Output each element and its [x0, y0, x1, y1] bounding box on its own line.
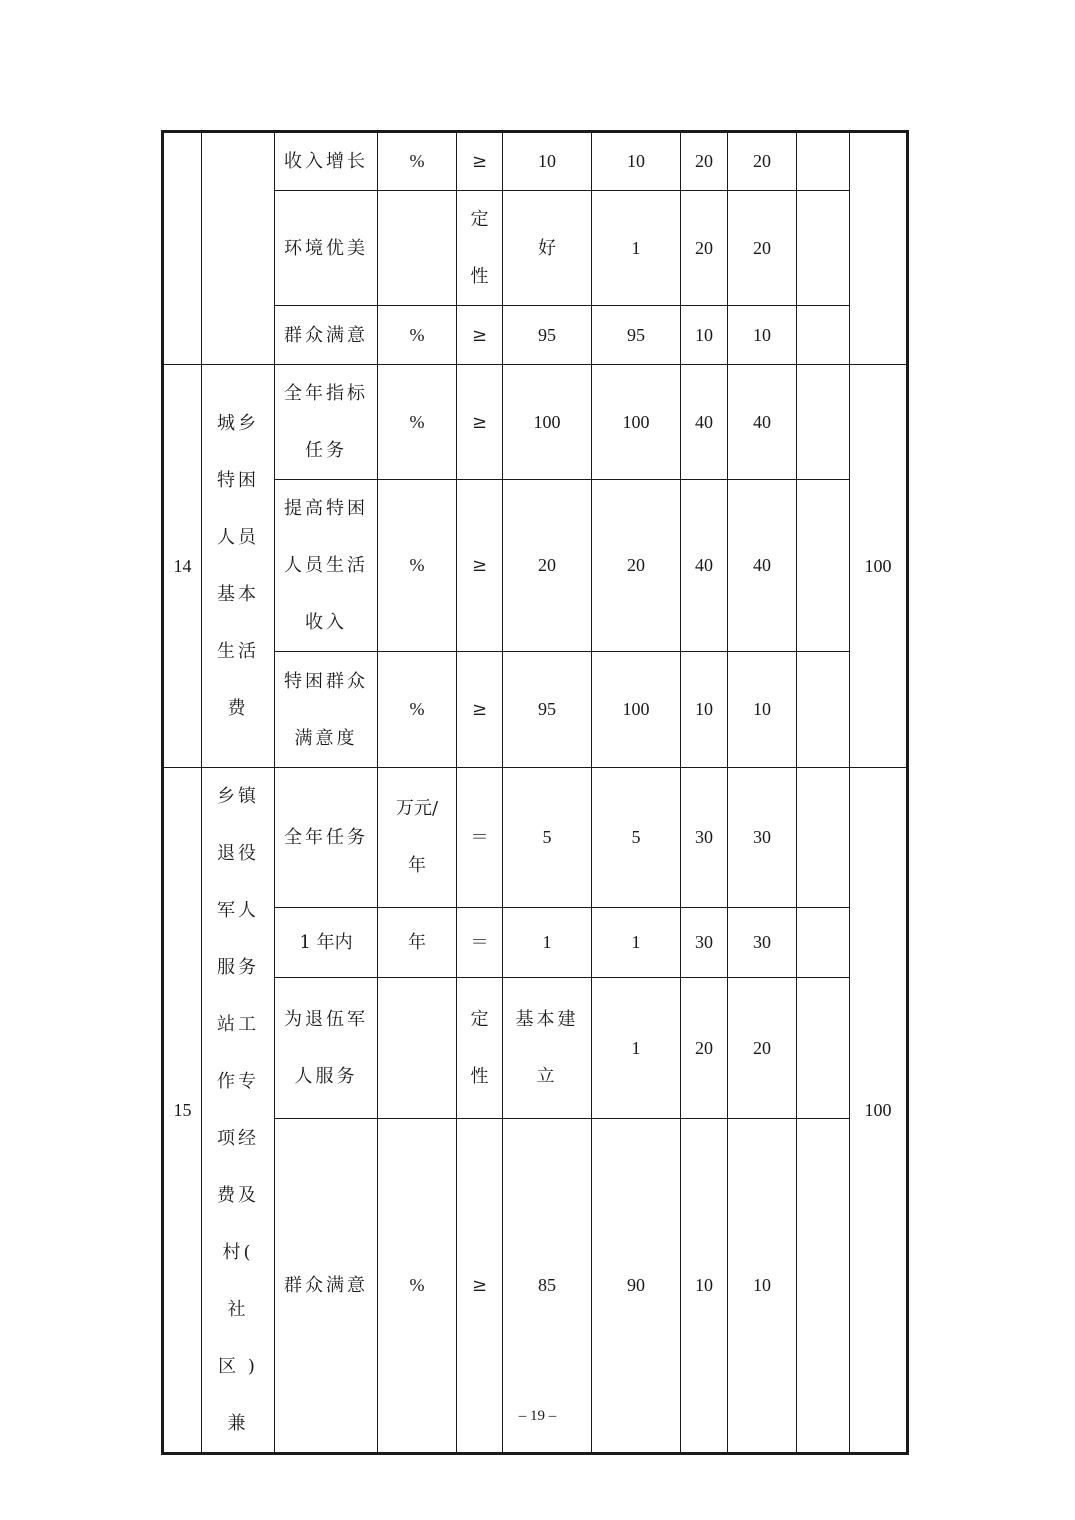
table-row [163, 978, 908, 1119]
actual-cell: 20 [592, 480, 681, 652]
project-name [202, 132, 275, 365]
score-cell: 20 [728, 191, 797, 306]
actual-cell: 90 [592, 1119, 681, 1454]
indicator-cell: 环境优美 [275, 191, 378, 306]
weight-cell: 20 [681, 978, 728, 1119]
operator-cell: ≥ [457, 652, 503, 768]
note-cell [797, 365, 850, 480]
performance-table [161, 130, 909, 1455]
actual-cell: 5 [592, 768, 681, 908]
note-cell [797, 191, 850, 306]
target-cell: 好 [503, 191, 592, 306]
target-cell: 85 [503, 1119, 592, 1454]
table-row [163, 652, 908, 768]
indicator-cell: 全年任务 [275, 768, 378, 908]
note-cell [797, 480, 850, 652]
score-cell: 40 [728, 365, 797, 480]
group-total: 100 [850, 768, 908, 1454]
operator-cell: ＝ [457, 907, 503, 978]
indicator-cell: 为退伍军 人服务 [275, 978, 378, 1119]
table-row [163, 768, 908, 908]
score-cell: 30 [728, 768, 797, 908]
note-cell [797, 652, 850, 768]
note-cell [797, 907, 850, 978]
unit-cell [378, 978, 457, 1119]
group-number: 14 [163, 365, 202, 768]
table-row [163, 132, 908, 191]
target-cell: 1 [503, 907, 592, 978]
weight-cell: 10 [681, 306, 728, 365]
group-number [163, 132, 202, 365]
target-cell: 10 [503, 132, 592, 191]
target-cell: 5 [503, 768, 592, 908]
target-cell: 95 [503, 306, 592, 365]
operator-cell: ≥ [457, 365, 503, 480]
actual-cell: 95 [592, 306, 681, 365]
target-cell: 基本建 立 [503, 978, 592, 1119]
weight-cell: 30 [681, 907, 728, 978]
operator-cell: ≥ [457, 306, 503, 365]
actual-cell: 10 [592, 132, 681, 191]
unit-cell: % [378, 306, 457, 365]
table-row [163, 907, 908, 978]
unit-cell: % [378, 652, 457, 768]
weight-cell: 10 [681, 1119, 728, 1454]
unit-cell: % [378, 365, 457, 480]
note-cell [797, 1119, 850, 1454]
actual-cell: 1 [592, 191, 681, 306]
table-row [163, 365, 908, 480]
note-cell [797, 132, 850, 191]
group-total: 100 [850, 365, 908, 768]
project-name: 城乡 特困 人员 基本 生活 费 [202, 365, 275, 768]
target-cell: 95 [503, 652, 592, 768]
score-cell: 40 [728, 480, 797, 652]
indicator-cell: 特困群众 满意度 [275, 652, 378, 768]
operator-cell: ≥ [457, 1119, 503, 1454]
score-cell: 20 [728, 132, 797, 191]
note-cell [797, 306, 850, 365]
operator-cell: ＝ [457, 768, 503, 908]
group-number: 15 [163, 768, 202, 1454]
weight-cell: 20 [681, 132, 728, 191]
weight-cell: 10 [681, 652, 728, 768]
table-row [163, 480, 908, 652]
score-cell: 20 [728, 978, 797, 1119]
indicator-cell: 收入增长 [275, 132, 378, 191]
weight-cell: 30 [681, 768, 728, 908]
unit-cell: % [378, 132, 457, 191]
weight-cell: 40 [681, 480, 728, 652]
indicator-cell: 1 年内 [275, 907, 378, 978]
actual-cell: 100 [592, 365, 681, 480]
project-name: 乡镇 退役 军人 服务 站工 作专 项经 费及 村( 社 区 )兼 [202, 768, 275, 1454]
table-row [163, 1119, 908, 1454]
indicator-cell: 群众满意 [275, 306, 378, 365]
weight-cell: 20 [681, 191, 728, 306]
note-cell [797, 768, 850, 908]
table-row [163, 191, 908, 306]
unit-cell: % [378, 1119, 457, 1454]
unit-cell: % [378, 480, 457, 652]
operator-cell: 定 性 [457, 978, 503, 1119]
operator-cell: ≥ [457, 132, 503, 191]
unit-cell: 年 [378, 907, 457, 978]
actual-cell: 100 [592, 652, 681, 768]
score-cell: 30 [728, 907, 797, 978]
actual-cell: 1 [592, 907, 681, 978]
unit-cell: 万元/ 年 [378, 768, 457, 908]
indicator-cell: 全年指标 任务 [275, 365, 378, 480]
score-cell: 10 [728, 1119, 797, 1454]
operator-cell: 定 性 [457, 191, 503, 306]
operator-cell: ≥ [457, 480, 503, 652]
group-total [850, 132, 908, 365]
table-row [163, 306, 908, 365]
unit-cell [378, 191, 457, 306]
score-cell: 10 [728, 652, 797, 768]
score-cell: 10 [728, 306, 797, 365]
target-cell: 20 [503, 480, 592, 652]
actual-cell: 1 [592, 978, 681, 1119]
page-number: – 19 – [518, 1408, 557, 1424]
note-cell [797, 978, 850, 1119]
indicator-cell: 提高特困 人员生活 收入 [275, 480, 378, 652]
indicator-cell: 群众满意 [275, 1119, 378, 1454]
weight-cell: 40 [681, 365, 728, 480]
target-cell: 100 [503, 365, 592, 480]
